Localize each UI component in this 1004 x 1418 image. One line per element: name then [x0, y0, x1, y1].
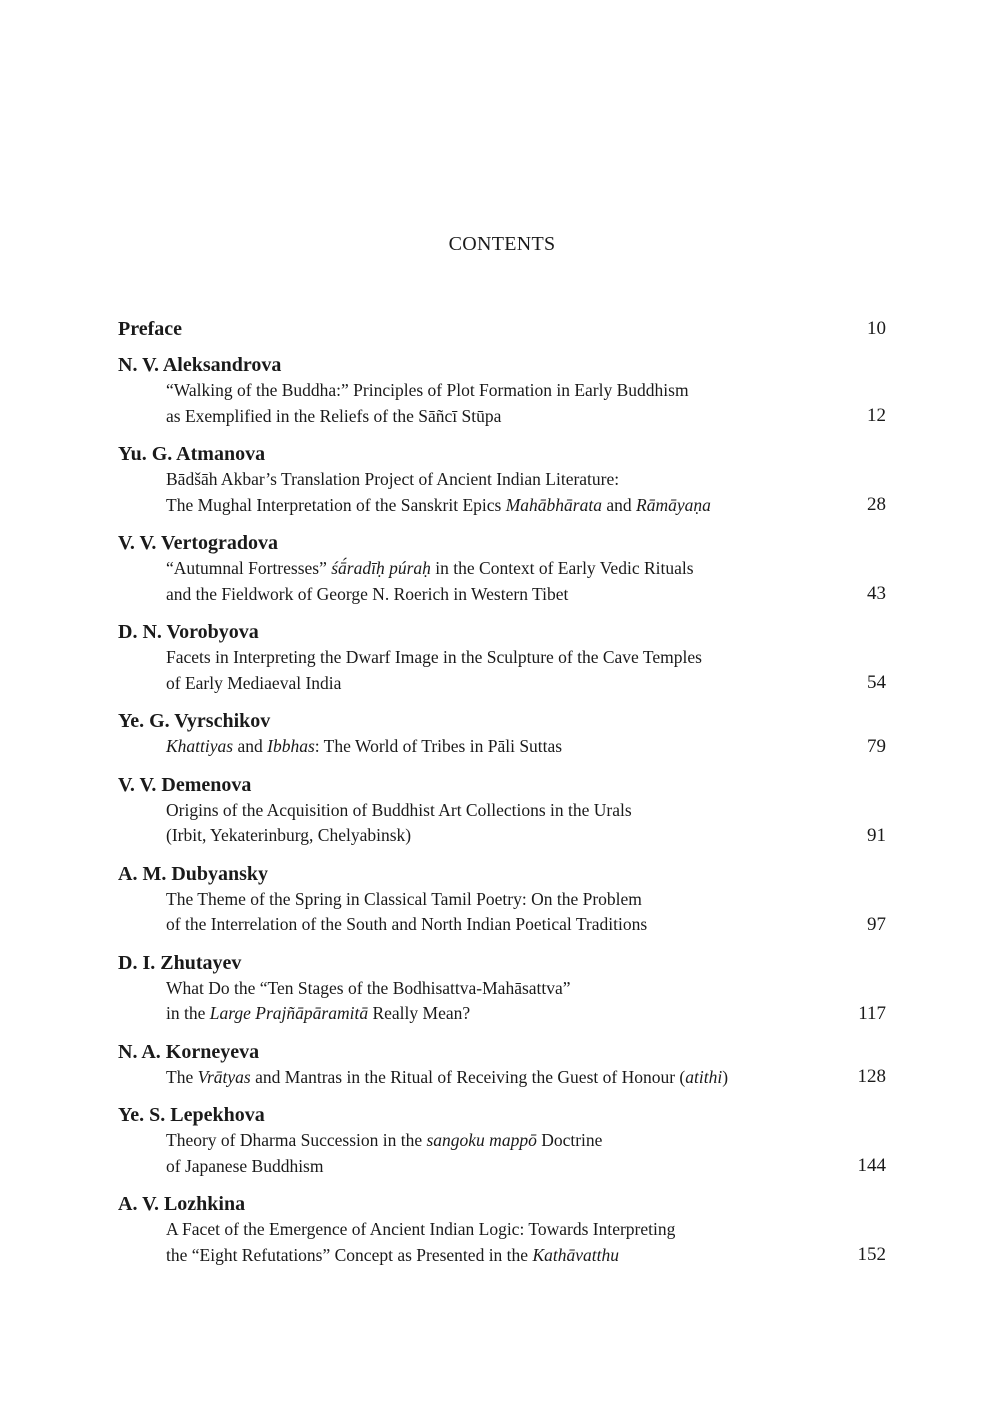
toc-author: D. N. Vorobyova	[118, 621, 259, 643]
toc-article-title	[118, 976, 886, 1027]
toc-entry	[118, 861, 886, 938]
toc-entry	[118, 316, 886, 342]
toc-title-line: in the Large Prajñāpāramitā Really Mean?	[166, 1003, 471, 1023]
toc-page-number: 117	[858, 1002, 886, 1024]
toc-article-title	[118, 798, 886, 849]
toc-title-line: Theory of Dharma Succession in the sangoku mappō Doctrine	[166, 1130, 603, 1150]
toc-page-number: 97	[867, 913, 886, 935]
toc-article-title	[118, 1065, 886, 1091]
toc-article-title	[118, 734, 886, 760]
toc-article-title	[118, 1217, 886, 1268]
toc-author: D. I. Zhutayev	[118, 951, 242, 974]
toc-entry	[118, 441, 886, 518]
toc-title-line: Origins of the Acquisition of Buddhist Art Collections in the Urals	[166, 799, 632, 820]
toc-article-title	[118, 645, 886, 696]
toc-title-line: The Vrātyas and Mantras in the Ritual of Receiving the Guest of Honour (atithi)	[166, 1066, 729, 1087]
toc-page-number: 79	[867, 735, 886, 757]
toc-entry	[118, 530, 886, 607]
toc-page-number: 152	[857, 1244, 886, 1265]
table-of-contents	[118, 316, 886, 1280]
toc-article-title	[118, 378, 886, 429]
toc-title-line: “Autumnal Fortresses” śā́radīḥ púraḥ in the Context of Early Vedic Rituals	[166, 558, 694, 578]
toc-author: A. M. Dubyansky	[118, 862, 269, 885]
toc-title-line: the “Eight Refutations” Concept as Presented in the Kathāvatthu	[166, 1244, 619, 1265]
toc-title-line: of the Interrelation of the South and North Indian Poetical Traditions	[166, 914, 648, 934]
toc-entry	[118, 352, 886, 429]
toc-author: Ye. G. Vyrschikov	[118, 710, 271, 732]
toc-author: A. V. Lozhkina	[118, 1193, 246, 1215]
toc-page-number: 12	[867, 405, 886, 426]
toc-author: Ye. S. Lepekhova	[118, 1104, 265, 1126]
toc-page-number: 28	[867, 494, 886, 515]
toc-author: N. V. Aleksandrova	[118, 354, 282, 376]
toc-page-number: 144	[857, 1155, 886, 1176]
toc-title-line: Khattiyas and Ibbhas: The World of Tribes in Pāli Suttas	[166, 736, 563, 756]
toc-title-line: The Theme of the Spring in Classical Tamil Poetry: On the Problem	[166, 888, 642, 909]
toc-entry	[118, 1039, 886, 1091]
toc-title-line: and the Fieldwork of George N. Roerich in Western Tibet	[166, 583, 569, 604]
toc-entry	[118, 619, 886, 696]
toc-title-line: as Exemplified in the Reliefs of the Sāñcī Stūpa	[166, 405, 502, 426]
toc-author: V. V. Vertogradova	[118, 532, 279, 554]
toc-page-number: 43	[867, 583, 886, 604]
toc-author: V. V. Demenova	[118, 773, 252, 796]
toc-title-line: What Do the “Ten Stages of the Bodhisattva-Mahāsattva”	[166, 977, 571, 998]
toc-entry	[118, 950, 886, 1027]
toc-page-number: 91	[867, 824, 886, 846]
toc-entry	[118, 772, 886, 849]
page-title: CONTENTS	[448, 233, 556, 255]
toc-title-line: of Japanese Buddhism	[166, 1155, 324, 1176]
toc-title-line: of Early Mediaeval India	[166, 672, 342, 693]
toc-title-line: Facets in Interpreting the Dwarf Image in the Sculpture of the Cave Temples	[166, 647, 702, 667]
toc-title-line: “Walking of the Buddha:” Principles of Plot Formation in Early Buddhism	[166, 380, 689, 400]
toc-title-line: (Irbit, Yekaterinburg, Chelyabinsk)	[166, 825, 412, 845]
toc-author: N. A. Korneyeva	[118, 1040, 260, 1063]
toc-title-line: The Mughal Interpretation of the Sanskrit Epics Mahābhārata and Rāmāyaṇa	[166, 494, 711, 515]
toc-page-number: 128	[857, 1066, 886, 1087]
toc-article-title	[118, 556, 886, 607]
toc-page-number: 10	[867, 318, 886, 339]
toc-article-title	[118, 467, 886, 518]
toc-page-number: 54	[867, 672, 886, 693]
toc-author: Yu. G. Atmanova	[118, 443, 266, 465]
toc-entry	[118, 1102, 886, 1179]
toc-author: Preface	[118, 318, 183, 340]
toc-entry	[118, 708, 886, 760]
toc-title-line: A Facet of the Emergence of Ancient Indian Logic: Towards Interpreting	[166, 1219, 676, 1239]
toc-article-title	[118, 887, 886, 938]
toc-article-title	[118, 1128, 886, 1179]
toc-entry	[118, 1191, 886, 1268]
toc-title-line: Bādšāh Akbar’s Translation Project of Ancient Indian Literature:	[166, 469, 620, 489]
